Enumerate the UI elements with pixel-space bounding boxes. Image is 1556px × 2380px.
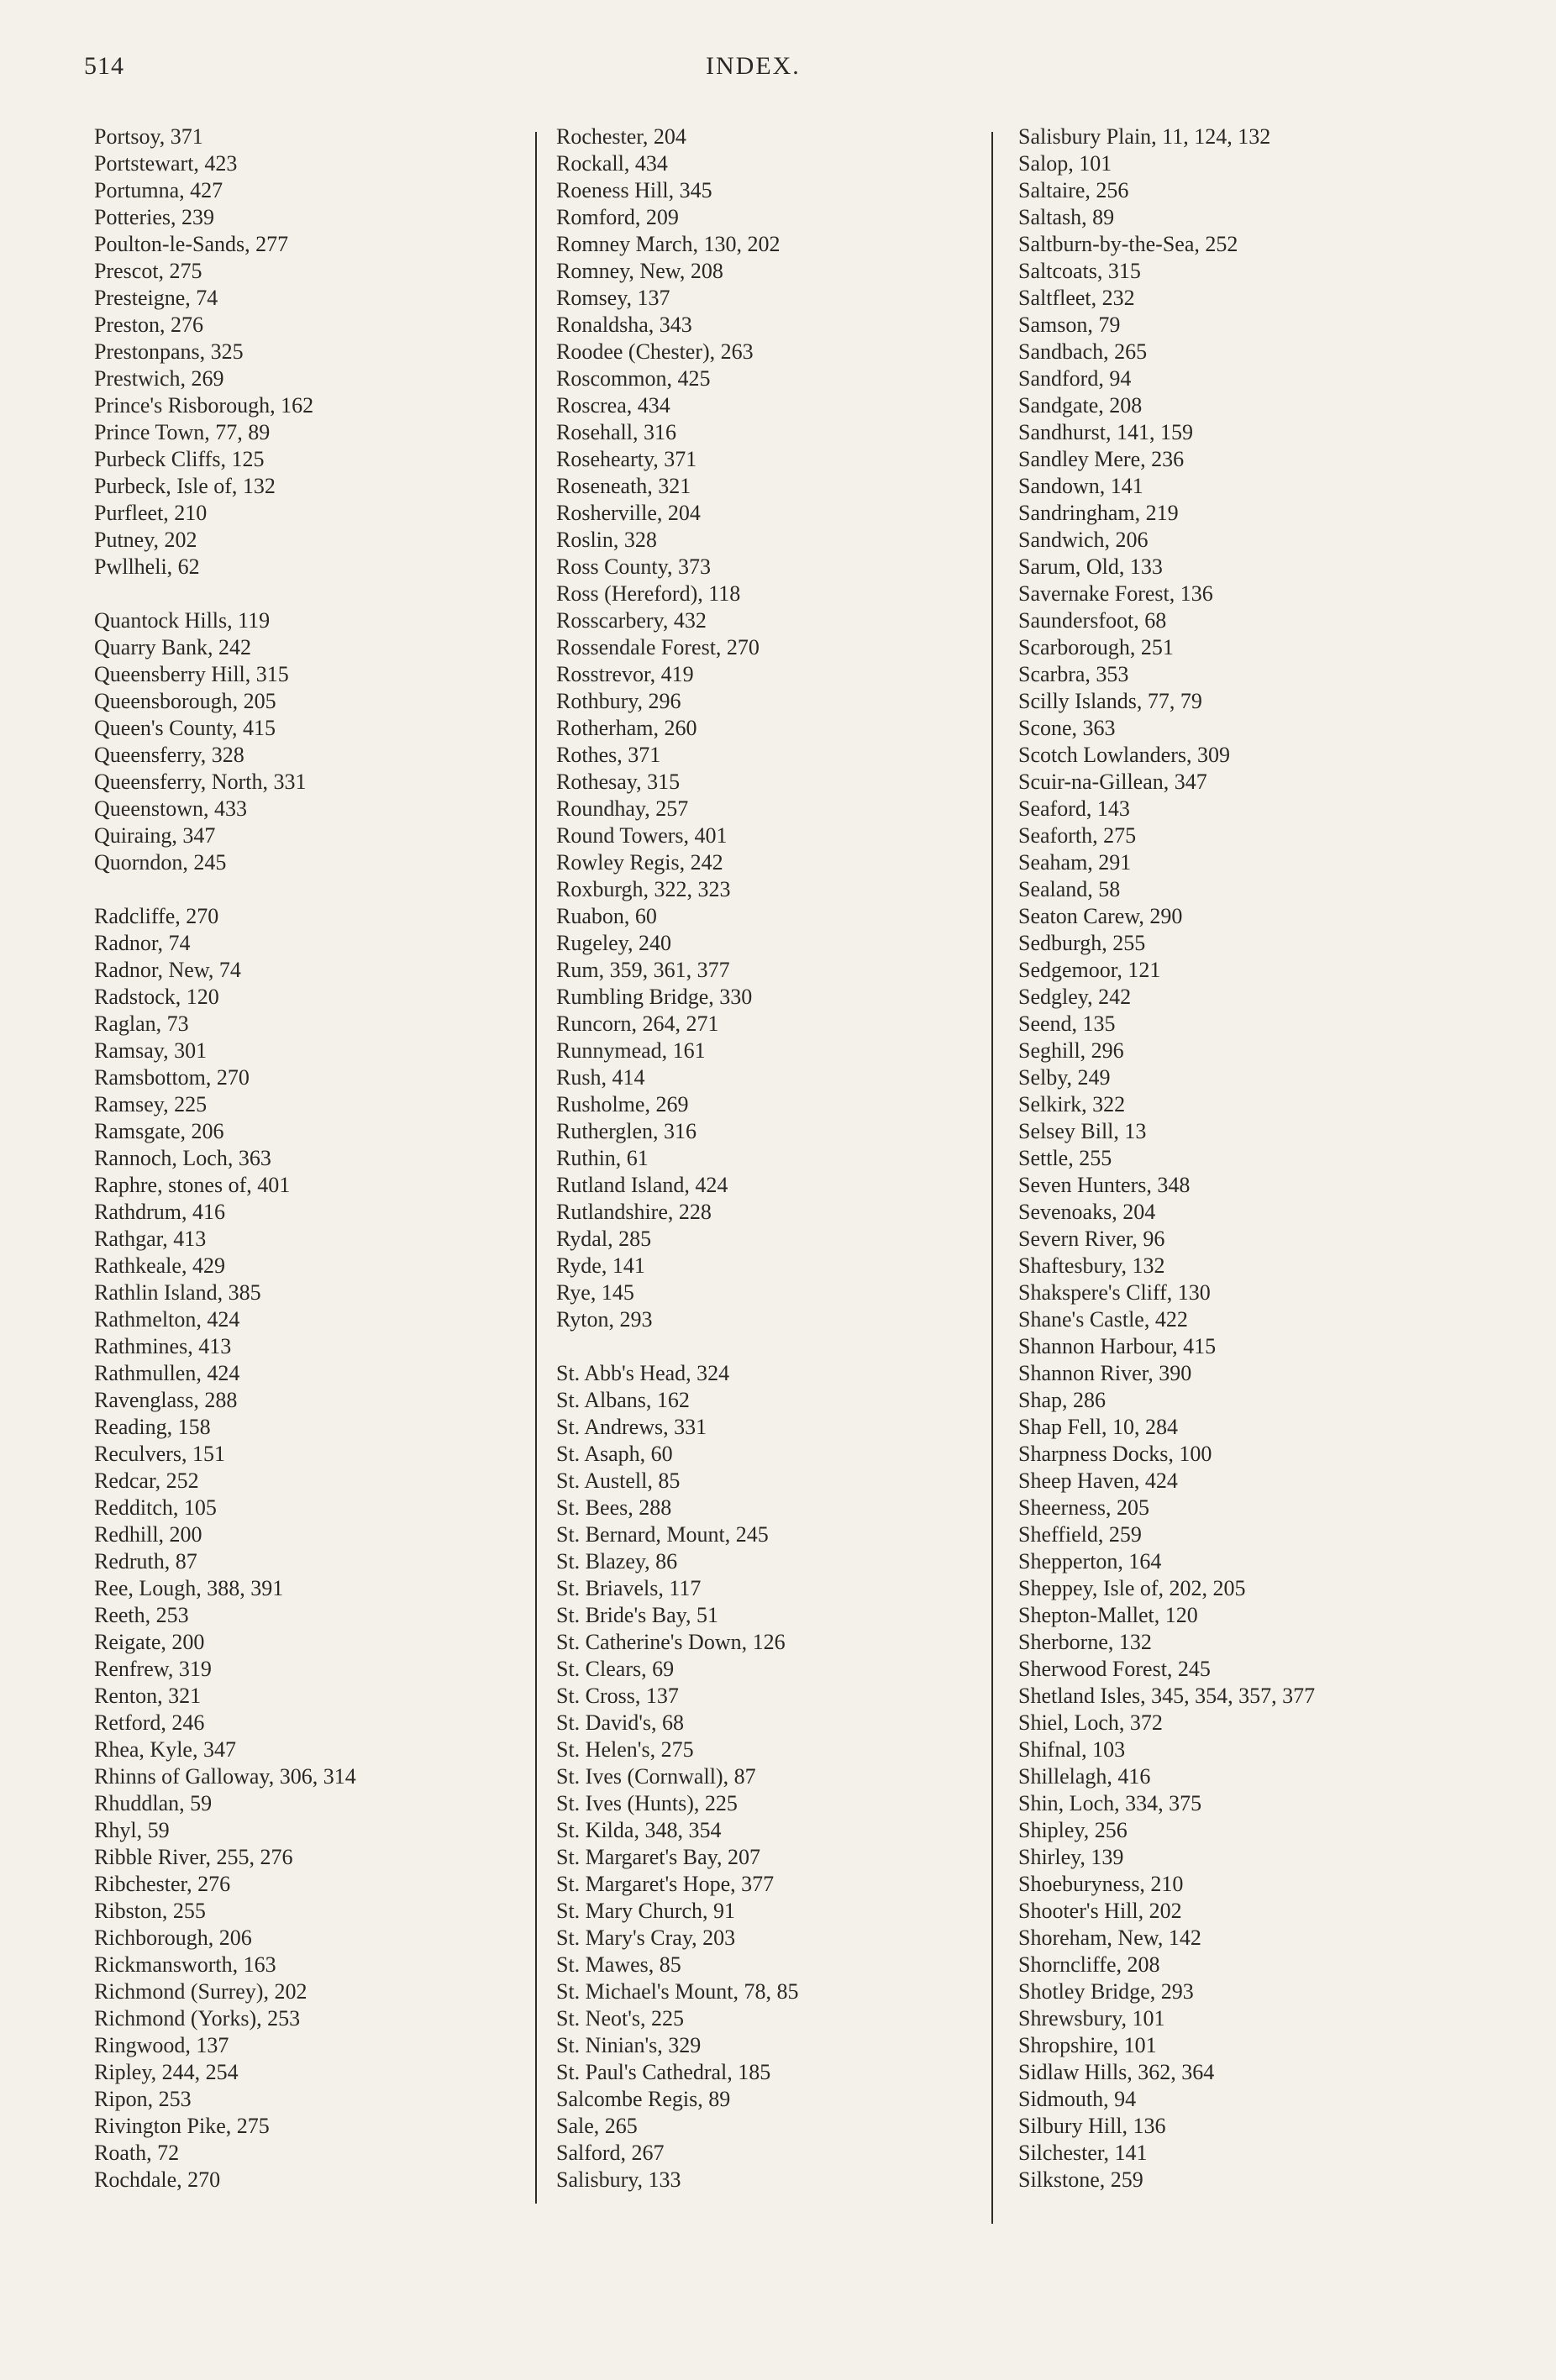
index-entry: Samson, 79 — [1018, 313, 1121, 337]
index-entry: Renfrew, 319 — [94, 1657, 212, 1681]
index-entry: Rosscarbery, 432 — [556, 608, 707, 633]
index-entry: Rutlandshire, 228 — [556, 1200, 712, 1224]
index-entry: Rathdrum, 416 — [94, 1200, 225, 1224]
index-entry: Rotherham, 260 — [556, 716, 697, 740]
index-entry: Rosehearty, 371 — [556, 447, 697, 471]
index-entry: Ronaldsha, 343 — [556, 313, 692, 337]
index-entry: Roodee (Chester), 263 — [556, 339, 754, 364]
index-entry: Romney, New, 208 — [556, 259, 723, 283]
index-entry: St. Austell, 85 — [556, 1468, 681, 1493]
index-entry: Shannon River, 390 — [1018, 1361, 1192, 1385]
index-entry: Rhea, Kyle, 347 — [94, 1737, 236, 1762]
index-entry: Redhill, 200 — [94, 1522, 202, 1547]
index-entry: Pwllheli, 62 — [94, 554, 200, 579]
index-entry: Rush, 414 — [556, 1065, 645, 1090]
index-entry: Rumbling Bridge, 330 — [556, 985, 753, 1009]
index-entry: Ruabon, 60 — [556, 904, 657, 928]
index-entry: Sharpness Docks, 100 — [1018, 1442, 1212, 1466]
index-entry: Scarbra, 353 — [1018, 662, 1129, 686]
index-entry: Rossendale Forest, 270 — [556, 635, 760, 659]
index-entry: Preston, 276 — [94, 313, 203, 337]
index-entry: St. Michael's Mount, 78, 85 — [556, 1979, 799, 2004]
index-entry: Roath, 72 — [94, 2141, 180, 2165]
index-entry: Scone, 363 — [1018, 716, 1116, 740]
index-entry: Sandley Mere, 236 — [1018, 447, 1185, 471]
group-separator — [556, 1333, 976, 1360]
index-entry: Queensferry, North, 331 — [94, 770, 307, 794]
index-entry: Radnor, 74 — [94, 931, 191, 955]
index-entry: Prestonpans, 325 — [94, 339, 244, 364]
index-entry: Sandwich, 206 — [1018, 528, 1149, 552]
index-entry: Rathkeale, 429 — [94, 1253, 225, 1278]
group-separator — [94, 876, 514, 903]
index-entry: Seend, 135 — [1018, 1011, 1116, 1036]
index-entry: Shin, Loch, 334, 375 — [1018, 1791, 1202, 1815]
index-entry: Ripon, 253 — [94, 2087, 192, 2111]
index-entry: Raphre, stones of, 401 — [94, 1173, 291, 1197]
index-entry: Seaford, 143 — [1018, 796, 1130, 821]
index-entry: St. Blazey, 86 — [556, 1549, 678, 1574]
index-entry: Roslin, 328 — [556, 528, 657, 552]
index-entry: Prince's Risborough, 162 — [94, 393, 314, 418]
index-entry: Redcar, 252 — [94, 1468, 199, 1493]
index-entry: Potteries, 239 — [94, 205, 214, 229]
index-entry: Purbeck Cliffs, 125 — [94, 447, 265, 471]
index-entry: Seven Hunters, 348 — [1018, 1173, 1191, 1197]
index-entry: Rowley Regis, 242 — [556, 850, 723, 875]
index-entry: Sarum, Old, 133 — [1018, 554, 1163, 579]
index-entry: Ribston, 255 — [94, 1899, 206, 1923]
index-entry: Retford, 246 — [94, 1710, 205, 1735]
index-entry: St. Helen's, 275 — [556, 1737, 694, 1762]
index-entry: Redditch, 105 — [94, 1495, 217, 1520]
index-entry: Rutland Island, 424 — [556, 1173, 728, 1197]
index-entry: Roscommon, 425 — [556, 366, 711, 391]
index-entry: Rusholme, 269 — [556, 1092, 689, 1116]
index-entry: Savernake Forest, 136 — [1018, 581, 1213, 606]
index-entry: Roxburgh, 322, 323 — [556, 877, 731, 901]
index-entry: Ramsbottom, 270 — [94, 1065, 250, 1090]
index-entry: Ross (Hereford), 118 — [556, 581, 741, 606]
index-entry: Sale, 265 — [556, 2114, 638, 2138]
index-entry: St. Ives (Cornwall), 87 — [556, 1764, 756, 1789]
index-entry: Rosstrevor, 419 — [556, 662, 694, 686]
index-entry: Reigate, 200 — [94, 1630, 205, 1654]
index-entry: Saltash, 89 — [1018, 205, 1115, 229]
index-entry: Ramsay, 301 — [94, 1038, 208, 1063]
index-entry: Putney, 202 — [94, 528, 197, 552]
index-entry: Purbeck, Isle of, 132 — [94, 474, 276, 498]
index-entry: Sandford, 94 — [1018, 366, 1132, 391]
index-entry: Shotley Bridge, 293 — [1018, 1979, 1194, 2004]
index-entry: Queensberry Hill, 315 — [94, 662, 289, 686]
index-entry: St. Catherine's Down, 126 — [556, 1630, 786, 1654]
index-entry: Richborough, 206 — [94, 1926, 252, 1950]
index-entry: Seaham, 291 — [1018, 850, 1132, 875]
index-entry: Rutherglen, 316 — [556, 1119, 697, 1143]
index-entry: Runnymead, 161 — [556, 1038, 706, 1063]
index-entry: Runcorn, 264, 271 — [556, 1011, 719, 1036]
index-entry: Sevenoaks, 204 — [1018, 1200, 1156, 1224]
index-entry: Salisbury, 133 — [556, 2167, 681, 2192]
index-entry: Rathmines, 413 — [94, 1334, 232, 1358]
index-entry: Roeness Hill, 345 — [556, 178, 712, 202]
index-entry: Sidlaw Hills, 362, 364 — [1018, 2060, 1215, 2084]
index-entry: Rivington Pike, 275 — [94, 2114, 270, 2138]
index-entry: Shifnal, 103 — [1018, 1737, 1126, 1762]
index-entry: Shiel, Loch, 372 — [1018, 1710, 1163, 1735]
index-entry: Reculvers, 151 — [94, 1442, 225, 1466]
index-entry: St. Kilda, 348, 354 — [556, 1818, 722, 1842]
index-entry: Shoreham, New, 142 — [1018, 1926, 1201, 1950]
index-entry: Queensborough, 205 — [94, 689, 276, 713]
index-entry: Ryton, 293 — [556, 1307, 653, 1332]
index-entry: St. Ninian's, 329 — [556, 2033, 702, 2057]
index-entry: Shrewsbury, 101 — [1018, 2006, 1165, 2031]
index-entry: Renton, 321 — [94, 1684, 202, 1708]
index-entry: Ramsgate, 206 — [94, 1119, 224, 1143]
index-entry: Roscrea, 434 — [556, 393, 670, 418]
index-entry: Silbury Hill, 136 — [1018, 2114, 1166, 2138]
index-entry: Rannoch, Loch, 363 — [94, 1146, 271, 1170]
index-entry: Selkirk, 322 — [1018, 1092, 1126, 1116]
index-entry: Reading, 158 — [94, 1415, 211, 1439]
index-entry: Queensferry, 328 — [94, 743, 244, 767]
index-entry: Radnor, New, 74 — [94, 958, 241, 982]
index-entry: St. Asaph, 60 — [556, 1442, 673, 1466]
index-entry: Quarry Bank, 242 — [94, 635, 252, 659]
index-entry: Shap, 286 — [1018, 1388, 1106, 1412]
index-entry: Ruthin, 61 — [556, 1146, 649, 1170]
index-entry: Queenstown, 433 — [94, 796, 247, 821]
index-columns — [0, 123, 1556, 2325]
index-entry: Salop, 101 — [1018, 151, 1112, 176]
index-entry: Ramsey, 225 — [94, 1092, 208, 1116]
index-entry: Roundhay, 257 — [556, 796, 689, 821]
index-entry: Ribble River, 255, 276 — [94, 1845, 293, 1869]
index-entry: Saltburn-by-the-Sea, 252 — [1018, 232, 1238, 256]
index-column-1 — [94, 123, 514, 2193]
column-rule — [991, 132, 993, 2224]
index-entry: Scilly Islands, 77, 79 — [1018, 689, 1202, 713]
page-header — [0, 0, 1556, 126]
index-entry: St. Neot's, 225 — [556, 2006, 685, 2031]
index-entry: Sheppey, Isle of, 202, 205 — [1018, 1576, 1246, 1600]
index-entry: St. Bernard, Mount, 245 — [556, 1522, 769, 1547]
index-entry: Settle, 255 — [1018, 1146, 1112, 1170]
index-entry: St. Bride's Bay, 51 — [556, 1603, 718, 1627]
index-entry: Sedgley, 242 — [1018, 985, 1132, 1009]
index-entry: Silkstone, 259 — [1018, 2167, 1143, 2192]
index-entry: Rothesay, 315 — [556, 770, 681, 794]
index-entry: Ree, Lough, 388, 391 — [94, 1576, 284, 1600]
index-entry: Romney March, 130, 202 — [556, 232, 781, 256]
index-entry: Seaforth, 275 — [1018, 823, 1137, 848]
index-entry: St. Clears, 69 — [556, 1657, 675, 1681]
index-entry: Sedburgh, 255 — [1018, 931, 1146, 955]
index-entry: Ross County, 373 — [556, 554, 711, 579]
index-entry: Shane's Castle, 422 — [1018, 1307, 1188, 1332]
index-entry: Sheep Haven, 424 — [1018, 1468, 1178, 1493]
index-entry: Rhuddlan, 59 — [94, 1791, 213, 1815]
index-entry: Radcliffe, 270 — [94, 904, 219, 928]
index-entry: Shropshire, 101 — [1018, 2033, 1157, 2057]
index-entry: Redruth, 87 — [94, 1549, 197, 1574]
index-entry: Shap Fell, 10, 284 — [1018, 1415, 1178, 1439]
index-entry: Sherborne, 132 — [1018, 1630, 1152, 1654]
index-entry: Rothes, 371 — [556, 743, 661, 767]
index-entry: Sealand, 58 — [1018, 877, 1121, 901]
index-entry: Quiraing, 347 — [94, 823, 216, 848]
index-entry: Presteigne, 74 — [94, 286, 218, 310]
index-entry: Rathmullen, 424 — [94, 1361, 240, 1385]
index-entry: St. David's, 68 — [556, 1710, 685, 1735]
index-entry: Shoeburyness, 210 — [1018, 1872, 1184, 1896]
index-entry: Shepton-Mallet, 120 — [1018, 1603, 1198, 1627]
index-entry: Saltfleet, 232 — [1018, 286, 1135, 310]
index-entry: Scotch Lowlanders, 309 — [1018, 743, 1231, 767]
index-entry: Round Towers, 401 — [556, 823, 728, 848]
index-entry: St. Paul's Cathedral, 185 — [556, 2060, 771, 2084]
index-column-2 — [556, 123, 976, 2193]
index-entry: Shorncliffe, 208 — [1018, 1952, 1160, 1977]
index-entry: Rathmelton, 424 — [94, 1307, 240, 1332]
index-entry: Severn River, 96 — [1018, 1227, 1165, 1251]
index-entry: Prescot, 275 — [94, 259, 202, 283]
index-entry: Rathlin Island, 385 — [94, 1280, 261, 1305]
index-entry: Shillelagh, 416 — [1018, 1764, 1151, 1789]
index-entry: Sheerness, 205 — [1018, 1495, 1149, 1520]
index-entry: Rochdale, 270 — [94, 2167, 221, 2192]
index-entry: Rye, 145 — [556, 1280, 634, 1305]
index-entry: Portstewart, 423 — [94, 151, 238, 176]
index-entry: Rosherville, 204 — [556, 501, 701, 525]
index-entry: Rockall, 434 — [556, 151, 668, 176]
page-number: 514 — [84, 52, 124, 80]
index-entry: Silchester, 141 — [1018, 2141, 1148, 2165]
index-entry: Rum, 359, 361, 377 — [556, 958, 730, 982]
index-entry: St. Bees, 288 — [556, 1495, 672, 1520]
index-entry: Queen's County, 415 — [94, 716, 276, 740]
index-entry: Seaton Carew, 290 — [1018, 904, 1183, 928]
index-entry: Portumna, 427 — [94, 178, 223, 202]
index-entry: Quantock Hills, 119 — [94, 608, 271, 633]
index-entry: Rosehall, 316 — [556, 420, 676, 444]
index-entry: Prince Town, 77, 89 — [94, 420, 271, 444]
index-entry: Sherwood Forest, 245 — [1018, 1657, 1211, 1681]
running-head: INDEX. — [706, 52, 801, 80]
index-entry: Sheffield, 259 — [1018, 1522, 1142, 1547]
index-entry: St. Margaret's Bay, 207 — [556, 1845, 760, 1869]
index-entry: Rothbury, 296 — [556, 689, 681, 713]
index-entry: St. Andrews, 331 — [556, 1415, 707, 1439]
index-entry: Ripley, 244, 254 — [94, 2060, 239, 2084]
index-entry: Rugeley, 240 — [556, 931, 671, 955]
index-entry: Saltaire, 256 — [1018, 178, 1129, 202]
index-entry: Rydal, 285 — [556, 1227, 652, 1251]
index-entry: Shipley, 256 — [1018, 1818, 1128, 1842]
index-entry: Sedgemoor, 121 — [1018, 958, 1161, 982]
index-entry: Purfleet, 210 — [94, 501, 208, 525]
index-entry: Rochester, 204 — [556, 124, 686, 149]
column-rule — [535, 132, 537, 2204]
index-entry: Reeth, 253 — [94, 1603, 189, 1627]
index-entry: Saltcoats, 315 — [1018, 259, 1141, 283]
index-entry: Sandown, 141 — [1018, 474, 1143, 498]
index-entry: Selby, 249 — [1018, 1065, 1111, 1090]
index-entry: Rhinns of Galloway, 306, 314 — [94, 1764, 356, 1789]
index-entry: Radstock, 120 — [94, 985, 219, 1009]
index-entry: St. Briavels, 117 — [556, 1576, 702, 1600]
index-entry: Portsoy, 371 — [94, 124, 203, 149]
index-entry: Shakspere's Cliff, 130 — [1018, 1280, 1211, 1305]
index-entry: Sandhurst, 141, 159 — [1018, 420, 1193, 444]
index-entry: Quorndon, 245 — [94, 850, 227, 875]
index-entry: Sandbach, 265 — [1018, 339, 1148, 364]
index-entry: Poulton-le-Sands, 277 — [94, 232, 289, 256]
index-entry: Seghill, 296 — [1018, 1038, 1124, 1063]
index-entry: Sandgate, 208 — [1018, 393, 1143, 418]
index-column-3 — [1018, 123, 1522, 2193]
index-entry: Ringwood, 137 — [94, 2033, 229, 2057]
index-entry: Rathgar, 413 — [94, 1227, 207, 1251]
index-entry: St. Albans, 162 — [556, 1388, 690, 1412]
index-entry: St. Ives (Hunts), 225 — [556, 1791, 738, 1815]
index-entry: Sandringham, 219 — [1018, 501, 1179, 525]
index-entry: St. Margaret's Hope, 377 — [556, 1872, 775, 1896]
index-entry: Raglan, 73 — [94, 1011, 189, 1036]
index-entry: Shooter's Hill, 202 — [1018, 1899, 1182, 1923]
index-entry: Rhyl, 59 — [94, 1818, 170, 1842]
index-entry: Romsey, 137 — [556, 286, 670, 310]
index-entry: Scuir-na-Gillean, 347 — [1018, 770, 1207, 794]
index-entry: Shirley, 139 — [1018, 1845, 1124, 1869]
index-entry: Richmond (Surrey), 202 — [94, 1979, 308, 2004]
index-entry: St. Mary Church, 91 — [556, 1899, 736, 1923]
index-entry: Scarborough, 251 — [1018, 635, 1174, 659]
index-entry: St. Mary's Cray, 203 — [556, 1926, 736, 1950]
group-separator — [94, 581, 514, 607]
index-entry: Selsey Bill, 13 — [1018, 1119, 1147, 1143]
index-entry: Salford, 267 — [556, 2141, 665, 2165]
index-entry: Salisbury Plain, 11, 124, 132 — [1018, 124, 1271, 149]
index-entry: Richmond (Yorks), 253 — [94, 2006, 301, 2031]
index-entry: Shannon Harbour, 415 — [1018, 1334, 1217, 1358]
index-entry: Prestwich, 269 — [94, 366, 224, 391]
index-entry: Ryde, 141 — [556, 1253, 645, 1278]
index-entry: Saundersfoot, 68 — [1018, 608, 1167, 633]
index-entry: Salcombe Regis, 89 — [556, 2087, 731, 2111]
index-entry: St. Cross, 137 — [556, 1684, 679, 1708]
index-entry: Roseneath, 321 — [556, 474, 691, 498]
index-entry: Rickmansworth, 163 — [94, 1952, 276, 1977]
index-entry: Ravenglass, 288 — [94, 1388, 238, 1412]
index-entry: St. Abb's Head, 324 — [556, 1361, 730, 1385]
index-entry: Sidmouth, 94 — [1018, 2087, 1137, 2111]
index-entry: Shepperton, 164 — [1018, 1549, 1162, 1574]
index-entry: Shetland Isles, 345, 354, 357, 377 — [1018, 1684, 1316, 1708]
index-entry: St. Mawes, 85 — [556, 1952, 681, 1977]
index-entry: Romford, 209 — [556, 205, 679, 229]
index-entry: Shaftesbury, 132 — [1018, 1253, 1165, 1278]
index-entry: Ribchester, 276 — [94, 1872, 231, 1896]
